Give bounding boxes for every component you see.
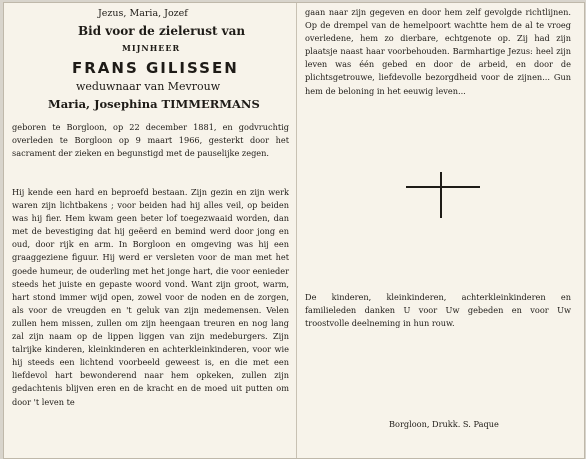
pious-invocation: Jezus, Maria, Jozef — [98, 8, 188, 19]
cross-icon — [406, 172, 476, 218]
deceased-name: FRANS GILISSEN — [72, 59, 239, 77]
widower-line: weduwnaar van Mevrouw — [76, 80, 221, 93]
prayer-request: Bid voor de zielerust van — [78, 24, 246, 38]
thanks-text: De kinderen, kleinkinderen, achterkleinkinderen en familieleden danken U voor Uw gebeden en voor Uw troostvolle deelneming in hun rouw. — [305, 292, 571, 329]
honorific: MIJNHEER — [122, 43, 181, 53]
printer-credit: Borgloon, Drukk. S. Paque — [389, 419, 499, 429]
wife-name: Maria, Josephina TIMMERMANS — [48, 97, 260, 111]
fold-line — [296, 3, 297, 458]
birth-death-text: geboren te Borgloon, op 22 december 1881, en godvruchtig overleden te Borgloon op 9 maart 1966, gesterkt door het sacrament der zieken en begunstigd met de pauselijke zegen. — [12, 122, 289, 159]
memorial-card — [3, 2, 585, 459]
eulogy-continuation: gaan naar zijn gegeven en door hem zelf gevolgde richtlijnen. Op de drempel van de hemelpoort wachtte hem de al te vroeg overledene, hem zo dierbare, echtgenote op. Zij had zijn plaatsje naast haar voorbehouden. Barmhartige Jezus: heel zijn leven was één gebed en door de arbeid, en door de plichtsgetrouwe, liefdevolle bezorgdheid voor de zijnen... Gun hem de beloning in het eeuwig leven... — [305, 7, 571, 96]
eulogy-text: Hij kende een hard en beproefd bestaan. Zijn gezin en zijn werk waren zijn lichtbakens ; voor beiden had hij alles veil, op beiden was hij fier. Hem kwam geen beter lof toegezwaaid worden, dan met de bevestiging dat hij geëerd en bemind werd door jong en oud, door rijk en arm. In Borgloon en omgeving was hij een graaggeziene figuur. Hij werd er versleten voor de man met het goede humeur, de ouderling met het jonge hart, die voor eenieder steeds het juiste en gepaste woord vond. Want zijn groot, warm, hart stond immer wijd open, zowel voor de noden en de zorgen, als voor de vreugden en 't geluk van zijn medemensen. Velen zullen hem missen, zullen om zijn heengaan treuren en nog lang zal zijn naam op de lippen liggen van zijn medeburgers. Zijn talrijke kinderen, kleinkinderen en achterkleinkinderen, voor wie hij steeds een lichtend voorbeeld geweest is, en die met een liefdevol hart bewonderend naar hem opkeken, zullen zijn gedachtenis blijven eren en de kracht en de moed uit putten om door 't leven te — [12, 187, 289, 407]
